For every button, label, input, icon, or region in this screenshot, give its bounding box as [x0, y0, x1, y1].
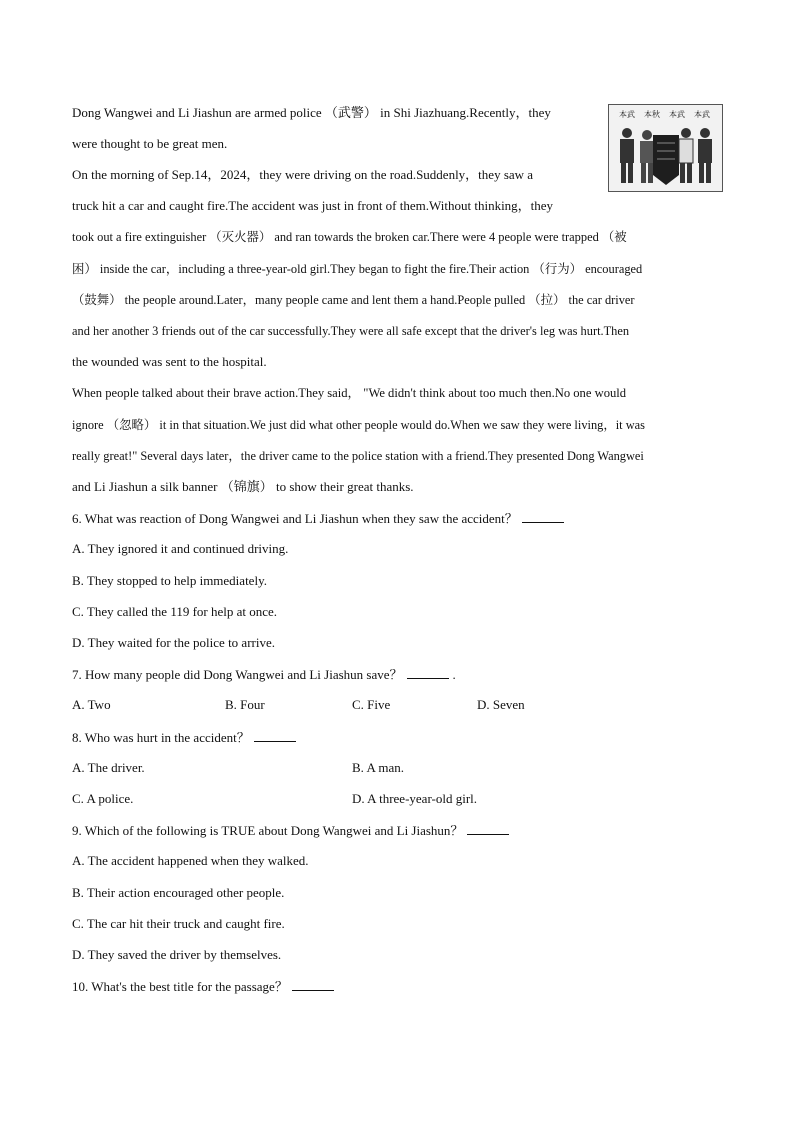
q9-option-b[interactable]: B. Their action encouraged other people. [72, 885, 285, 900]
passage-line-3: On the morning of Sep.14，2024，they were driving on the road.Suddenly，they saw a [72, 167, 534, 182]
photo-caption-2: 本秋 [644, 110, 660, 119]
answer-blank-6[interactable] [522, 510, 564, 523]
passage-line-10: When people talked about their brave action.They said， "We didn't think about too much then.No one would [72, 386, 627, 400]
answer-blank-9[interactable] [467, 822, 509, 835]
question-10-stem: 10. What's the best title for the passage？ [72, 979, 288, 994]
question-8 [72, 729, 296, 746]
passage-line-7: （鼓舞） the people around.Later，many people came and lent them a hand.People pulled （拉） the car driver [72, 293, 635, 307]
question-9-stem: 9. Which of the following is TRUE about Dong Wangwei and Li Jiashun？ [72, 823, 464, 838]
passage-line-13: and Li Jiashun a silk banner （锦旗） to show their great thanks. [72, 479, 414, 494]
q6-option-c[interactable]: C. They called the 119 for help at once. [72, 604, 278, 619]
q7-option-b[interactable]: B. Four [225, 697, 265, 712]
answer-blank-7[interactable] [407, 666, 449, 679]
passage-line-2: were thought to be great men. [72, 136, 228, 151]
q7-option-a[interactable]: A. Two [72, 697, 111, 712]
answer-blank-10[interactable] [292, 978, 334, 991]
passage-line-8: and her another 3 friends out of the car successfully.They were all safe except that the driver's leg was hurt.Then [72, 324, 630, 338]
question-6-stem: 6. What was reaction of Dong Wangwei and Li Jiashun when they saw the accident？ [72, 511, 518, 526]
q8-option-d[interactable]: D. A three-year-old girl. [352, 791, 478, 806]
passage-line-12: really great!" Several days later，the driver came to the police station with a friend.They presented Dong Wangwei [72, 449, 644, 463]
question-9 [72, 822, 509, 839]
passage-line-6: 困） inside the car，including a three-year-old girl.They began to fight the fire.Their action （行为） encouraged [72, 262, 643, 276]
photo-caption-3: 本武 [669, 110, 685, 119]
q6-option-d[interactable]: D. They waited for the police to arrive. [72, 635, 275, 650]
people-with-banner-illustration [609, 105, 722, 191]
q6-option-b[interactable]: B. They stopped to help immediately. [72, 573, 267, 588]
question-10 [72, 978, 334, 995]
q9-option-c[interactable]: C. The car hit their truck and caught fire. [72, 916, 285, 931]
photo-caption-1: 本武 [619, 110, 635, 119]
passage-line-4: truck hit a car and caught fire.The accident was just in front of them.Without thinking，they [72, 198, 554, 213]
question-7-period: . [452, 667, 456, 682]
question-6 [72, 510, 564, 527]
q8-option-a[interactable]: A. The driver. [72, 760, 145, 775]
q6-option-a[interactable]: A. They ignored it and continued driving. [72, 541, 289, 556]
passage-line-5: took out a fire extinguisher （灭火器） and ran towards the broken car.There were 4 people were trapped （被 [72, 230, 627, 244]
q7-option-c[interactable]: C. Five [352, 697, 391, 712]
q8-option-b[interactable]: B. A man. [352, 760, 405, 775]
news-photo [608, 104, 723, 192]
q7-option-d[interactable]: D. Seven [477, 697, 525, 712]
question-7 [72, 666, 456, 683]
question-8-stem: 8. Who was hurt in the accident？ [72, 730, 250, 745]
passage-line-1: Dong Wangwei and Li Jiashun are armed police （武警） in Shi Jiazhuang.Recently，they [72, 105, 551, 120]
question-7-stem: 7. How many people did Dong Wangwei and Li Jiashun save？ [72, 667, 403, 682]
passage-line-9: the wounded was sent to the hospital. [72, 354, 267, 369]
q8-option-c[interactable]: C. A police. [72, 791, 134, 806]
q9-option-d[interactable]: D. They saved the driver by themselves. [72, 947, 282, 962]
photo-caption-4: 本武 [694, 110, 710, 119]
answer-blank-8[interactable] [254, 729, 296, 742]
q9-option-a[interactable]: A. The accident happened when they walked. [72, 853, 309, 868]
passage-line-11: ignore （忽略） it in that situation.We just did what other people would do.When we saw they were living，it was [72, 418, 645, 432]
